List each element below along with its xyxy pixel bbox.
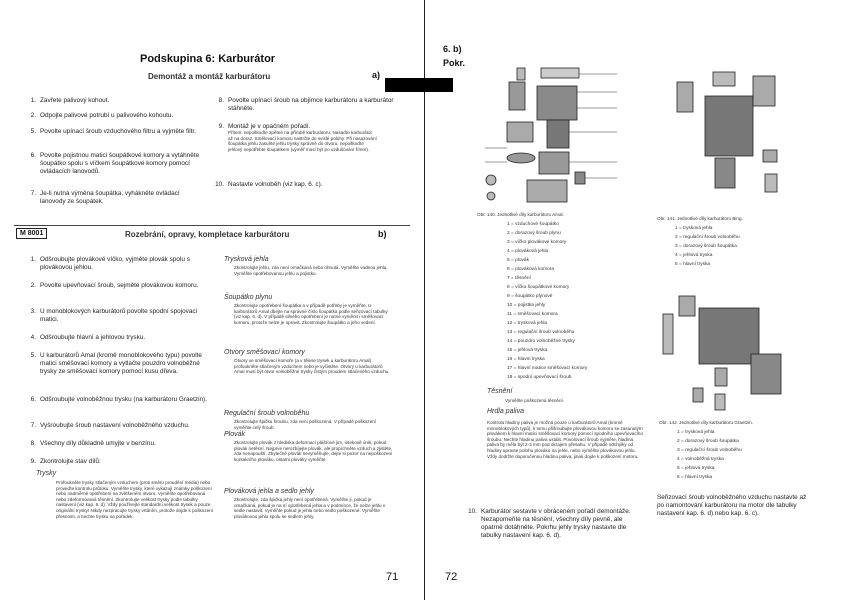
figure-amal-exploded [477, 62, 627, 210]
step-text: Nastavte volnoběh (viz kap. 6. c). [228, 181, 323, 188]
step-number: 3. [30, 308, 36, 315]
legend-item: 2 = dorazový šroub plynu [507, 231, 561, 236]
inspection-heading: Šoupátko plynu [224, 294, 273, 301]
figure-bing-exploded [653, 62, 803, 212]
legend-item: 5 = plovák [507, 258, 530, 263]
legend-item: 12 = trysková jehla [507, 321, 548, 326]
inspection-block [224, 256, 394, 276]
inspection-text: Zkontrolujte špičku šroubu, zda není poškozená. V případě poškození vyměňte celý šroub. [234, 419, 376, 430]
hrdla-text: Kontrola hladiny paliva je možná pouze u karburátorů Amal (kromě monoblokových typů), k tomu přišroubujte plovákovou komoru se zasunutým plovákem k hlavní matici směšovací komory pomocí spodního upevňovacího šroubu. Nechte hladinu paliva ustálit. Povolovací šroub vyjměte, hladina paliva by měla být 2-3 mm pod okrajem přesahu. V případě odchylky od hladiny upravte polohu plováku na jehle, nebo vyměňte plovákovou jehlu. Vždy dodržte doporučenou hladinu paliva, jinak dojde k poškození motoru. [487, 420, 644, 459]
tesneni-text: Vyměňte poškozená těsnění. [505, 398, 565, 403]
legend-item: 14 = pouzdro volnoběžné trysky [507, 339, 575, 344]
step-text: Odpojte palivové potrubí u palivového kohoutu. [40, 112, 174, 119]
fig140-caption: Obr. 140. Jednotlivé díly karburátoru Amal. [477, 212, 564, 217]
inspection-heading: Plovák [224, 431, 246, 438]
legend-item: 7 = těsnění [507, 276, 531, 281]
inspection-block [224, 349, 394, 375]
step-number: 8. [30, 440, 36, 447]
section-b-title: Rozebrání, opravy, kompletace karburátoru [125, 230, 290, 239]
legend-item: 5 = hlavní tryska [675, 262, 711, 267]
section-a-title: Demontáž a montáž karburátoru [148, 72, 271, 81]
legend-item: 11 = směšovací komora [507, 312, 558, 317]
step-number: 5. [30, 352, 36, 359]
inspection-block [224, 431, 394, 462]
fig142-legend [677, 428, 742, 482]
step-text: Montáž je v opačném pořadí. [228, 123, 311, 130]
step-text: Odšroubujte hlavní a jehlovou trysku. [40, 334, 146, 341]
step-text: Povolte upevňovací šroub, sejměte plovákovou komoru. [40, 282, 199, 289]
module-tag: M 8001 [16, 228, 47, 239]
legend-item: 2 = dorazový šroub šoupátka [677, 439, 739, 444]
section-heading: 6. b) [443, 44, 462, 54]
figure-graetzin-exploded [653, 284, 803, 418]
step-number: 7. [30, 190, 36, 197]
right-page [425, 0, 845, 600]
inspection-block [224, 410, 394, 430]
page-number-left: 71 [386, 571, 399, 583]
hrdla-heading: Hrdla paliva [487, 408, 524, 415]
inspection-text: Otvory ve směšovací komoře (a v tělese trysek u karburátoru Amal) profoukněte stlačeným vzduchem nebo je vyčistěte. Otvory u karburátorů Amal musí být otvor volnoběžné trysky čistým proudem stlačeného vzduchu. [234, 358, 390, 375]
legend-item: 9 = šoupátko plynové [507, 294, 553, 299]
legend-item: 13 = regulační šroub volnoběhu [507, 330, 575, 335]
fig140-legend [507, 220, 587, 382]
legend-item: 10 = pojistka jehly [507, 303, 546, 308]
step-text: Povolte upínací šroub na objímce karburátoru a karburátor stáhněte. [228, 97, 394, 112]
fig140-part-needle [517, 68, 525, 80]
page-title: Podskupina 6: Karburátor [140, 53, 276, 65]
inspection-text: Zkontrolujte plovák z hlediska deformací plášťové jim, úsekově únik, pokud plovák netěsní. Nejprve nerozbíjejte plovák, ale propíchněte vzduch a zjistěte, zda nenapouští. Zbytečně plovák nevyměňujte, dejte si pozor na nepoškození kontakního plováku, ostatní plováky vyměňte. [234, 440, 393, 462]
section-rule [14, 225, 410, 226]
step-number: 10. [215, 181, 224, 188]
step-number: 9. [30, 458, 36, 465]
fig141-caption: Obr. 141. Jednotlivé díly karburátoru Bing. [657, 216, 743, 221]
step-number: 1. [30, 97, 36, 104]
tesneni-heading: Těsnění [487, 388, 513, 395]
step-number: 8. [218, 97, 224, 104]
step-number: 5. [30, 128, 36, 135]
step-number: 7. [30, 422, 36, 429]
step-text: Zkontrolujte stav dílů: [40, 458, 101, 465]
step-10: 10. Karburátor sestavte v obráceném pořadí demontáže. Nezapomeňte na těsnění, všechny díly pevně, ale opatrně dotáhněte. Pokrhu jehly trysky nastavte dle tabulky nastavení kap. 6. d). [468, 508, 631, 539]
inspection-heading: Trysková jehla [224, 256, 269, 263]
step-text: Odšroubujte volnoběžnou trysku (na karburátoru Graetzin). [40, 396, 207, 403]
section-a-mark: a) [372, 70, 381, 80]
step-text: Všechny díly důkladně umyjte v benzínu. [40, 440, 156, 447]
trysky-text: Profoukněte trysky stlačeným vzduchem (proti směru proudění média) nebo proveďte kontrolu průtoku. Vyměňte trysky, které vykazují známky poškození nebo nadměrné opotřebení na zvětšeném otvoru. Vyměňte opotřebovaná nebo zdeformovaná těsnění. Zkontrolujte velikost trysky podle tabulky nastavení (viz kap. 6. d). Vždy používejte standardní velikost trysek a pouze originální trysky! Nikdy nezpracujte trysky vrtáním, protože dojde k poškození přesnosti, a nechte trysku na pořádek. [56, 480, 214, 519]
inspection-text: Zkontrolujte opotřebení šoupátka a v případě potřeby je vyměňte. U karburátorů Amal dbejte na správné číslo šoupátka podle seřizovací tabulky (viz kap. 6. d). V případě silného opotřebení je nutné vyměnit i směšovací komoru, protože nelze je opravit. Zkontrolujte šoupátko a jeho vedení. [234, 303, 388, 325]
step-number: 6. [30, 396, 36, 403]
legend-item: 18 = spodní upevňovací šroub [507, 375, 572, 380]
legend-item: 1 = trysková jehla [677, 430, 715, 435]
legend-item: 6 = plováková komora [507, 267, 555, 272]
trysky-heading: Trysky [36, 470, 57, 477]
step-number: 2. [30, 112, 36, 119]
step-text: Je-li nutná výměna šoupátka, vyhákněte ovládací lanovody ze šoupátek. [40, 190, 180, 205]
inspection-heading: Plováková jehla a sedlo jehly [224, 488, 314, 495]
step-text: U karburátorů Amal (kromě monoblokového typu) povolte matici směšovací komory a vytlačte pouzdro volnoběžné trysky ze směšovací komory pomocí kusu dřeva. [40, 352, 202, 375]
legend-item: 4 = jehlová tryska [675, 253, 713, 258]
legend-item: 16 = hlavní tryska [507, 357, 545, 362]
note-step9: Přitom: nepoškoďte zpětné na přírubě karburátoru. Nasaďte karburátor až na doraz. Smělovací komoru nastrčte do svislé polohy. Při nasazování šoupátka jehlu zasuňte jehlu trysky správně do otvoru, nepoškoďte jehlový nepotřebte šoupátkem (výměř musí být po uzdušování řírem). [228, 130, 377, 152]
legend-item: 3 = regulační šroub volnoběhu [677, 448, 742, 453]
legend-item: 1 = trysková jehla [675, 226, 713, 231]
inspection-heading: Regulační šroub volnoběhu [224, 410, 310, 417]
step-text: Vyšroubujte šroub nastavení volnoběžného vzduchu. [40, 422, 190, 429]
section-heading-cont: Pokr. [443, 58, 466, 68]
step-number: 1. [30, 256, 36, 263]
step-text: U monoblokových karburátorů povolte spodní spojovací matici. [40, 308, 198, 323]
step-number: 6. [30, 152, 36, 159]
redaction-bar [385, 78, 453, 92]
fig142-caption: Obr. 142. Jednotlivé díly karburátoru Graetzin. [659, 420, 753, 425]
legend-item: 15 = jehlová tryska [507, 348, 548, 353]
legend-item: 6 = hlavní tryska [677, 475, 713, 480]
step-text: Povolte upínací šroub vzduchového filtru a vyjměte filtr. [40, 128, 196, 135]
inspection-text: Zkontrolujte, zda špička jehly není opotřebená. Vyměňte ji, pokud je omačkaná, pokud je na ní opotřebená jehla a v podmínce, že nelze jehlu v sedle nastavit. Vyměňte pokud je jehla nebo sedlo poškozené. Vyměňte plovákovou jehlu spolu se sedlem jehly. [234, 497, 386, 519]
step-number: 2. [30, 282, 36, 289]
inspection-text: Zkontrolujte jehlu, zda není omačkaná nebo ohnutá. Vyměňte vadnou jehlu. Vyměňte opotřebovanou jehlu a pojistku. [234, 265, 388, 276]
step-text: Povolte pojistnou matici šoupátkové komory a vytáhněte šoupátko spolu s víčkem šoupátkové komory pomocí ovládacích lanovodů. [40, 152, 200, 175]
step-text: Odšroubujte plovákové víčko, vyjměte plovák spolu s plovákovou jehlou. [40, 256, 190, 271]
step-text: Zavřete palivový kohout. [40, 97, 110, 104]
section-b-mark: b) [378, 229, 387, 239]
inspection-heading: Otvory směšovací komory [224, 349, 305, 356]
legend-item: 2 = regulační šroub volnoběhu [675, 235, 740, 240]
legend-item: 4 = volnoběžná tryska [677, 457, 724, 462]
legend-item: 17 = hlavní matice směšovací komory [507, 366, 588, 371]
legend-item: 3 = dorazový šroub šoupátka [675, 244, 737, 249]
adjustment-note: Seřizovací šroub volnoběžného vzduchu nastavte až po namontování karburátoru na motor dle tabulky nastavení kap. 6. d) nebo kap. 6. c). [657, 494, 807, 517]
fig141-legend [675, 224, 740, 269]
step-number: 4. [30, 334, 36, 341]
legend-item: 5 = jehlová tryska [677, 466, 715, 471]
legend-item: 8 = víčko šoupátkové komory [507, 285, 570, 290]
legend-item: 3 = víčko plovákové komory [507, 240, 567, 245]
inspection-block [224, 294, 394, 325]
inspection-block [224, 488, 394, 519]
legend-item: 4 = plováková jehla [507, 249, 549, 254]
step-number: 9. [218, 123, 224, 130]
legend-item: 1 = vzduchové šoupátko [507, 222, 559, 227]
page-number-right: 72 [445, 571, 458, 583]
